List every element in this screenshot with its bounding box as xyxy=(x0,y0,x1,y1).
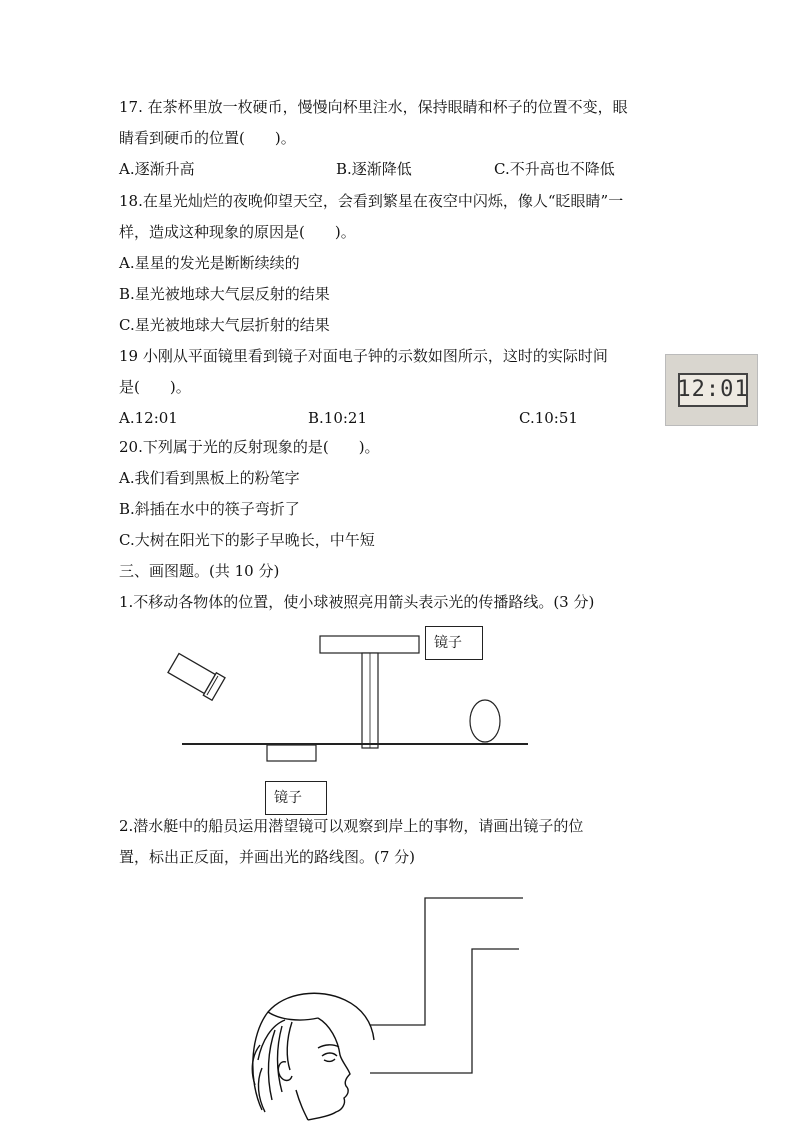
mirror-label-bottom: 镜子 xyxy=(265,781,327,815)
q17-stem-line1: 17. 在茶杯里放一枚硬币，慢慢向杯里注水，保持眼睛和杯子的位置不变，眼 xyxy=(119,98,628,116)
drawing-q2-stem-line2: 置，标出正反面，并画出光的路线图。(7 分) xyxy=(119,848,416,866)
q19-option-b: B.10:21 xyxy=(308,409,368,427)
q19-option-a: A.12:01 xyxy=(119,409,178,427)
q18-option-c: C.星光被地球大气层折射的结果 xyxy=(119,316,330,334)
q19-option-c: C.10:51 xyxy=(519,409,578,427)
q18-option-b: B.星光被地球大气层反射的结果 xyxy=(119,285,330,303)
q18-stem-line1: 18.在星光灿烂的夜晚仰望天空，会看到繁星在夜空中闪烁，像人“眨眼睛”一 xyxy=(119,192,624,210)
top-mirror-bar xyxy=(320,636,419,653)
bottom-mirror-bar xyxy=(267,745,316,761)
q17-stem-line2: 睛看到硬币的位置( )。 xyxy=(119,129,296,147)
ball xyxy=(470,700,500,742)
q20-option-b: B.斜插在水中的筷子弯折了 xyxy=(119,500,300,518)
observer-face-illustration xyxy=(252,993,374,1120)
q20-stem: 20.下列属于光的反射现象的是( )。 xyxy=(119,438,380,456)
q19-stem-line1: 19 小刚从平面镜里看到镜子对面电子钟的示数如图所示，这时的实际时间 xyxy=(119,347,608,365)
q18-option-a: A.星星的发光是断断续续的 xyxy=(119,254,300,272)
drawing-q1-stem: 1.不移动各物体的位置，使小球被照亮用箭头表示光的传播路线。(3 分) xyxy=(119,593,595,611)
q19-stem-line2: 是( )。 xyxy=(119,378,191,396)
drawing-q2-stem-line1: 2.潜水艇中的船员运用潜望镜可以观察到岸上的事物，请画出镜子的位 xyxy=(119,817,584,835)
q18-stem-line2: 样，造成这种现象的原因是( )。 xyxy=(119,223,356,241)
q17-option-b: B.逐渐降低 xyxy=(336,160,412,178)
clock-digits: 12:01 xyxy=(677,377,749,402)
periscope-inner-wall xyxy=(370,949,519,1073)
q20-option-a: A.我们看到黑板上的粉笔字 xyxy=(119,469,300,487)
section3-title: 三、画图题。(共 10 分) xyxy=(119,562,280,580)
periscope-outer-wall xyxy=(370,898,523,1025)
periscope-diagram xyxy=(370,898,523,1073)
mirror-label-top: 镜子 xyxy=(425,626,483,660)
q17-option-c: C.不升高也不降低 xyxy=(494,160,615,178)
q17-option-a: A.逐渐升高 xyxy=(119,160,195,178)
q20-option-c: C.大树在阳光下的影子早晚长，中午短 xyxy=(119,531,375,549)
flashlight-icon xyxy=(167,652,225,701)
